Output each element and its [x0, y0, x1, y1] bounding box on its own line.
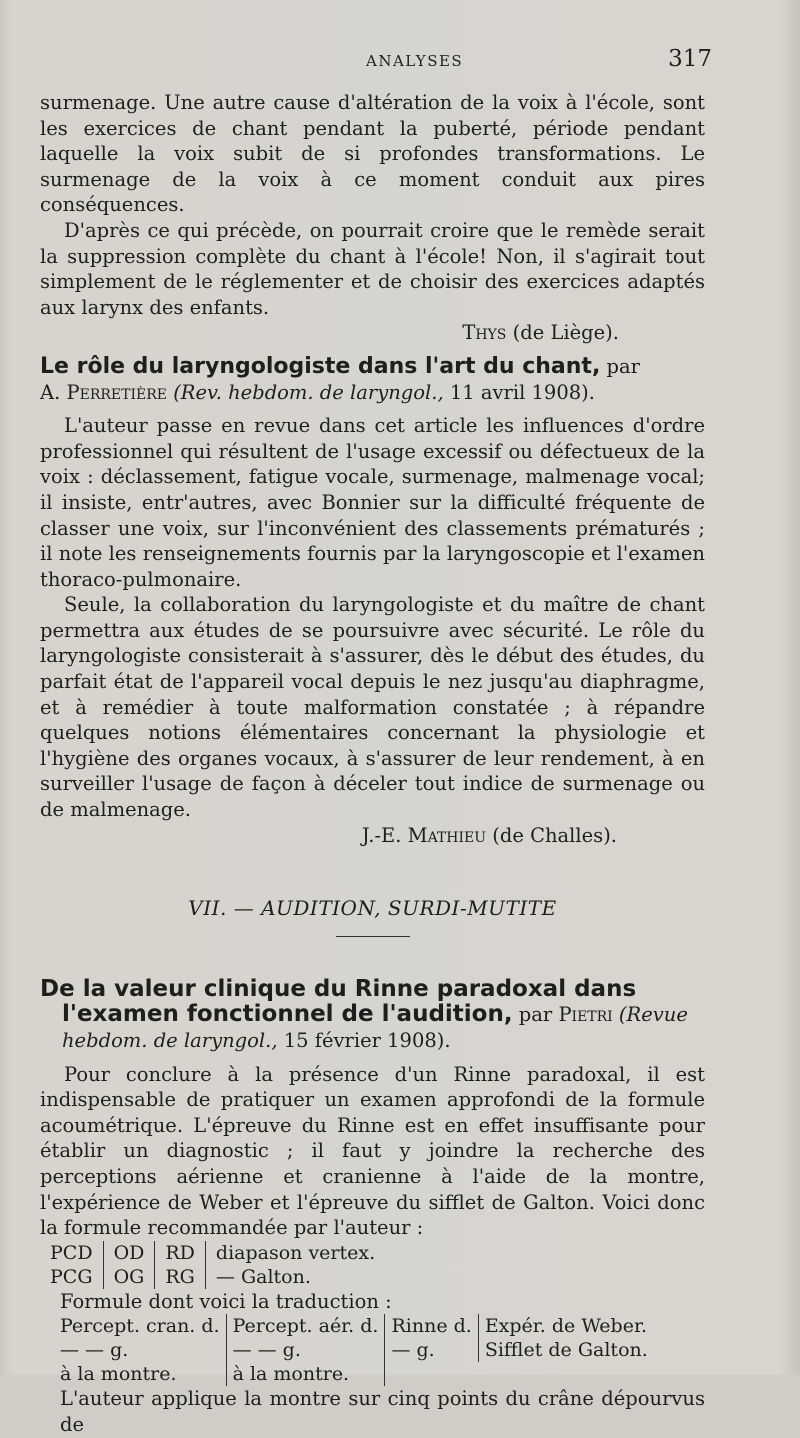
intro-paragraph: surmenage. Une autre cause d'altération de la voix à l'école, sont les exercices de chant pendant la puberté, période pendant laquelle la voix subit de si profondes transformations. Le surmenage de la voix à ce moment conduit aux pires conséquences. [40, 91, 705, 217]
translation-row [54, 1314, 654, 1338]
formula-cell: RD [155, 1241, 206, 1265]
translation-cell: Percept. aér. d. [226, 1314, 385, 1338]
article2-source: (Revue hebdom. de laryngol., [62, 1003, 688, 1052]
translation-cell: Percept. cran. d. [60, 1315, 220, 1338]
signature-thys [40, 320, 705, 346]
formula-cell: RG [155, 1265, 206, 1289]
article1-title: Le rôle du laryngologiste dans l'art du chant, [40, 353, 601, 379]
signature-name: Thys [462, 321, 507, 345]
article2-date: 15 février 1908). [283, 1029, 451, 1052]
translation-cell: à la montre. [60, 1363, 177, 1386]
article2-heading [40, 977, 705, 1054]
formula-cell: — Galton. [205, 1265, 385, 1289]
running-header [40, 44, 712, 74]
page-number: 317 [668, 46, 712, 72]
article1-by: par [606, 354, 640, 378]
article2-title: De la valeur clinique du Rinne paradoxal dans l'examen fonctionnel de l'audition, [40, 975, 637, 1028]
translation-table [54, 1314, 654, 1386]
formula-cell: PCG [50, 1265, 93, 1288]
section-heading: VII. — AUDITION, SURDI-MUTITE [188, 896, 557, 921]
translation-cell: Expér. de Weber. [478, 1314, 653, 1338]
acoumetric-formula [40, 1241, 385, 1289]
article2-author: Pietri [558, 1003, 613, 1027]
translation-cell: — g. [385, 1338, 478, 1362]
formula-row [40, 1265, 385, 1289]
article1-date: 11 avril 1908). [449, 380, 595, 404]
article2-paragraph-2: L'auteur applique la montre sur cinq points du crâne dépourvus de [60, 1387, 705, 1436]
translation-cell: Sifflet de Galton. [478, 1338, 653, 1362]
formula-cell: PCD [50, 1241, 93, 1264]
intro-paragraph-2: D'après ce qui précède, on pourrait croire que le remède serait la suppression complète du chant à l'école! Non, il s'agirait tout simplement de le réglementer et de choisir des exercices adaptés aux larynx des enfants. [40, 218, 705, 319]
article1-heading [40, 354, 705, 405]
translation-cell: — — g. [60, 1339, 129, 1362]
translation-cell: à la montre. [226, 1362, 385, 1386]
formula-cell: OD [103, 1241, 155, 1265]
translation-cell [385, 1362, 478, 1386]
translation-cell: — — g. [226, 1338, 385, 1362]
formula-caption: Formule dont voici la traduction : [60, 1289, 392, 1313]
formula-row [40, 1241, 385, 1265]
page-body [40, 90, 705, 1438]
article1-paragraph-1: L'auteur passe en revue dans cet article les influences d'ordre professionnel qui résultent de l'usage excessif ou défectueux de la voix : déclassement, fatigue vocale, surmenage, malmenage vocal; il insiste, entr'autres, avec Bonnier sur la difficulté fréquente de classer une voix, sur l'inconvénient des classements prématurés ; il note les renseignements fournis par la laryngoscopie et l'examen thoraco-pulmonaire. [40, 414, 705, 591]
signature-place: (de Challes). [492, 823, 617, 847]
article1-source: (Rev. hebdom. de laryngol., [173, 380, 444, 404]
translation-row [54, 1338, 654, 1362]
translation-row [54, 1362, 654, 1386]
article2-by: par [518, 1003, 553, 1027]
formula-cell: diapason vertex. [205, 1241, 385, 1265]
article1-paragraph-2: Seule, la collaboration du laryngologiste et du maître de chant permettra aux études de se poursuivre avec sécurité. Le rôle du laryngologiste consisterait à s'assurer, dès le début des études, du parfait état de l'appareil vocal depuis le nez jusqu'au diaphragme, et à remédier à toute malformation constatée ; à répandre quelques notions élémentaires concernant la physiologie et l'hygiène des organes vocaux, à s'assurer de leur rendement, à en surveiller l'usage de façon à déceler tout indice de surmenage ou de malmenage. [40, 593, 705, 822]
article2-paragraph-1: Pour conclure à la présence d'un Rinne paradoxal, il est indispensable de pratiquer un examen approfondi de la formule acoumétrique. L'épreuve du Rinne est en effet insuffisante pour établir un diagnostic ; il faut y joindre la recherche des perceptions aérienne et cranienne à l'aide de la montre, l'expérience de Weber et l'épreuve du sifflet de Galton. Voici donc la formule recommandée par l'auteur : [40, 1062, 705, 1240]
signature-name: J.-E. Mathieu [361, 823, 487, 847]
running-title: ANALYSES [366, 52, 464, 70]
formula-cell: OG [103, 1265, 155, 1289]
translation-cell [478, 1362, 653, 1386]
section-rule [336, 936, 410, 937]
signature-place: (de Liège). [512, 321, 619, 345]
signature-mathieu [40, 823, 705, 849]
translation-cell: Rinne d. [385, 1314, 478, 1338]
article1-author: A. Perretière [40, 380, 167, 404]
